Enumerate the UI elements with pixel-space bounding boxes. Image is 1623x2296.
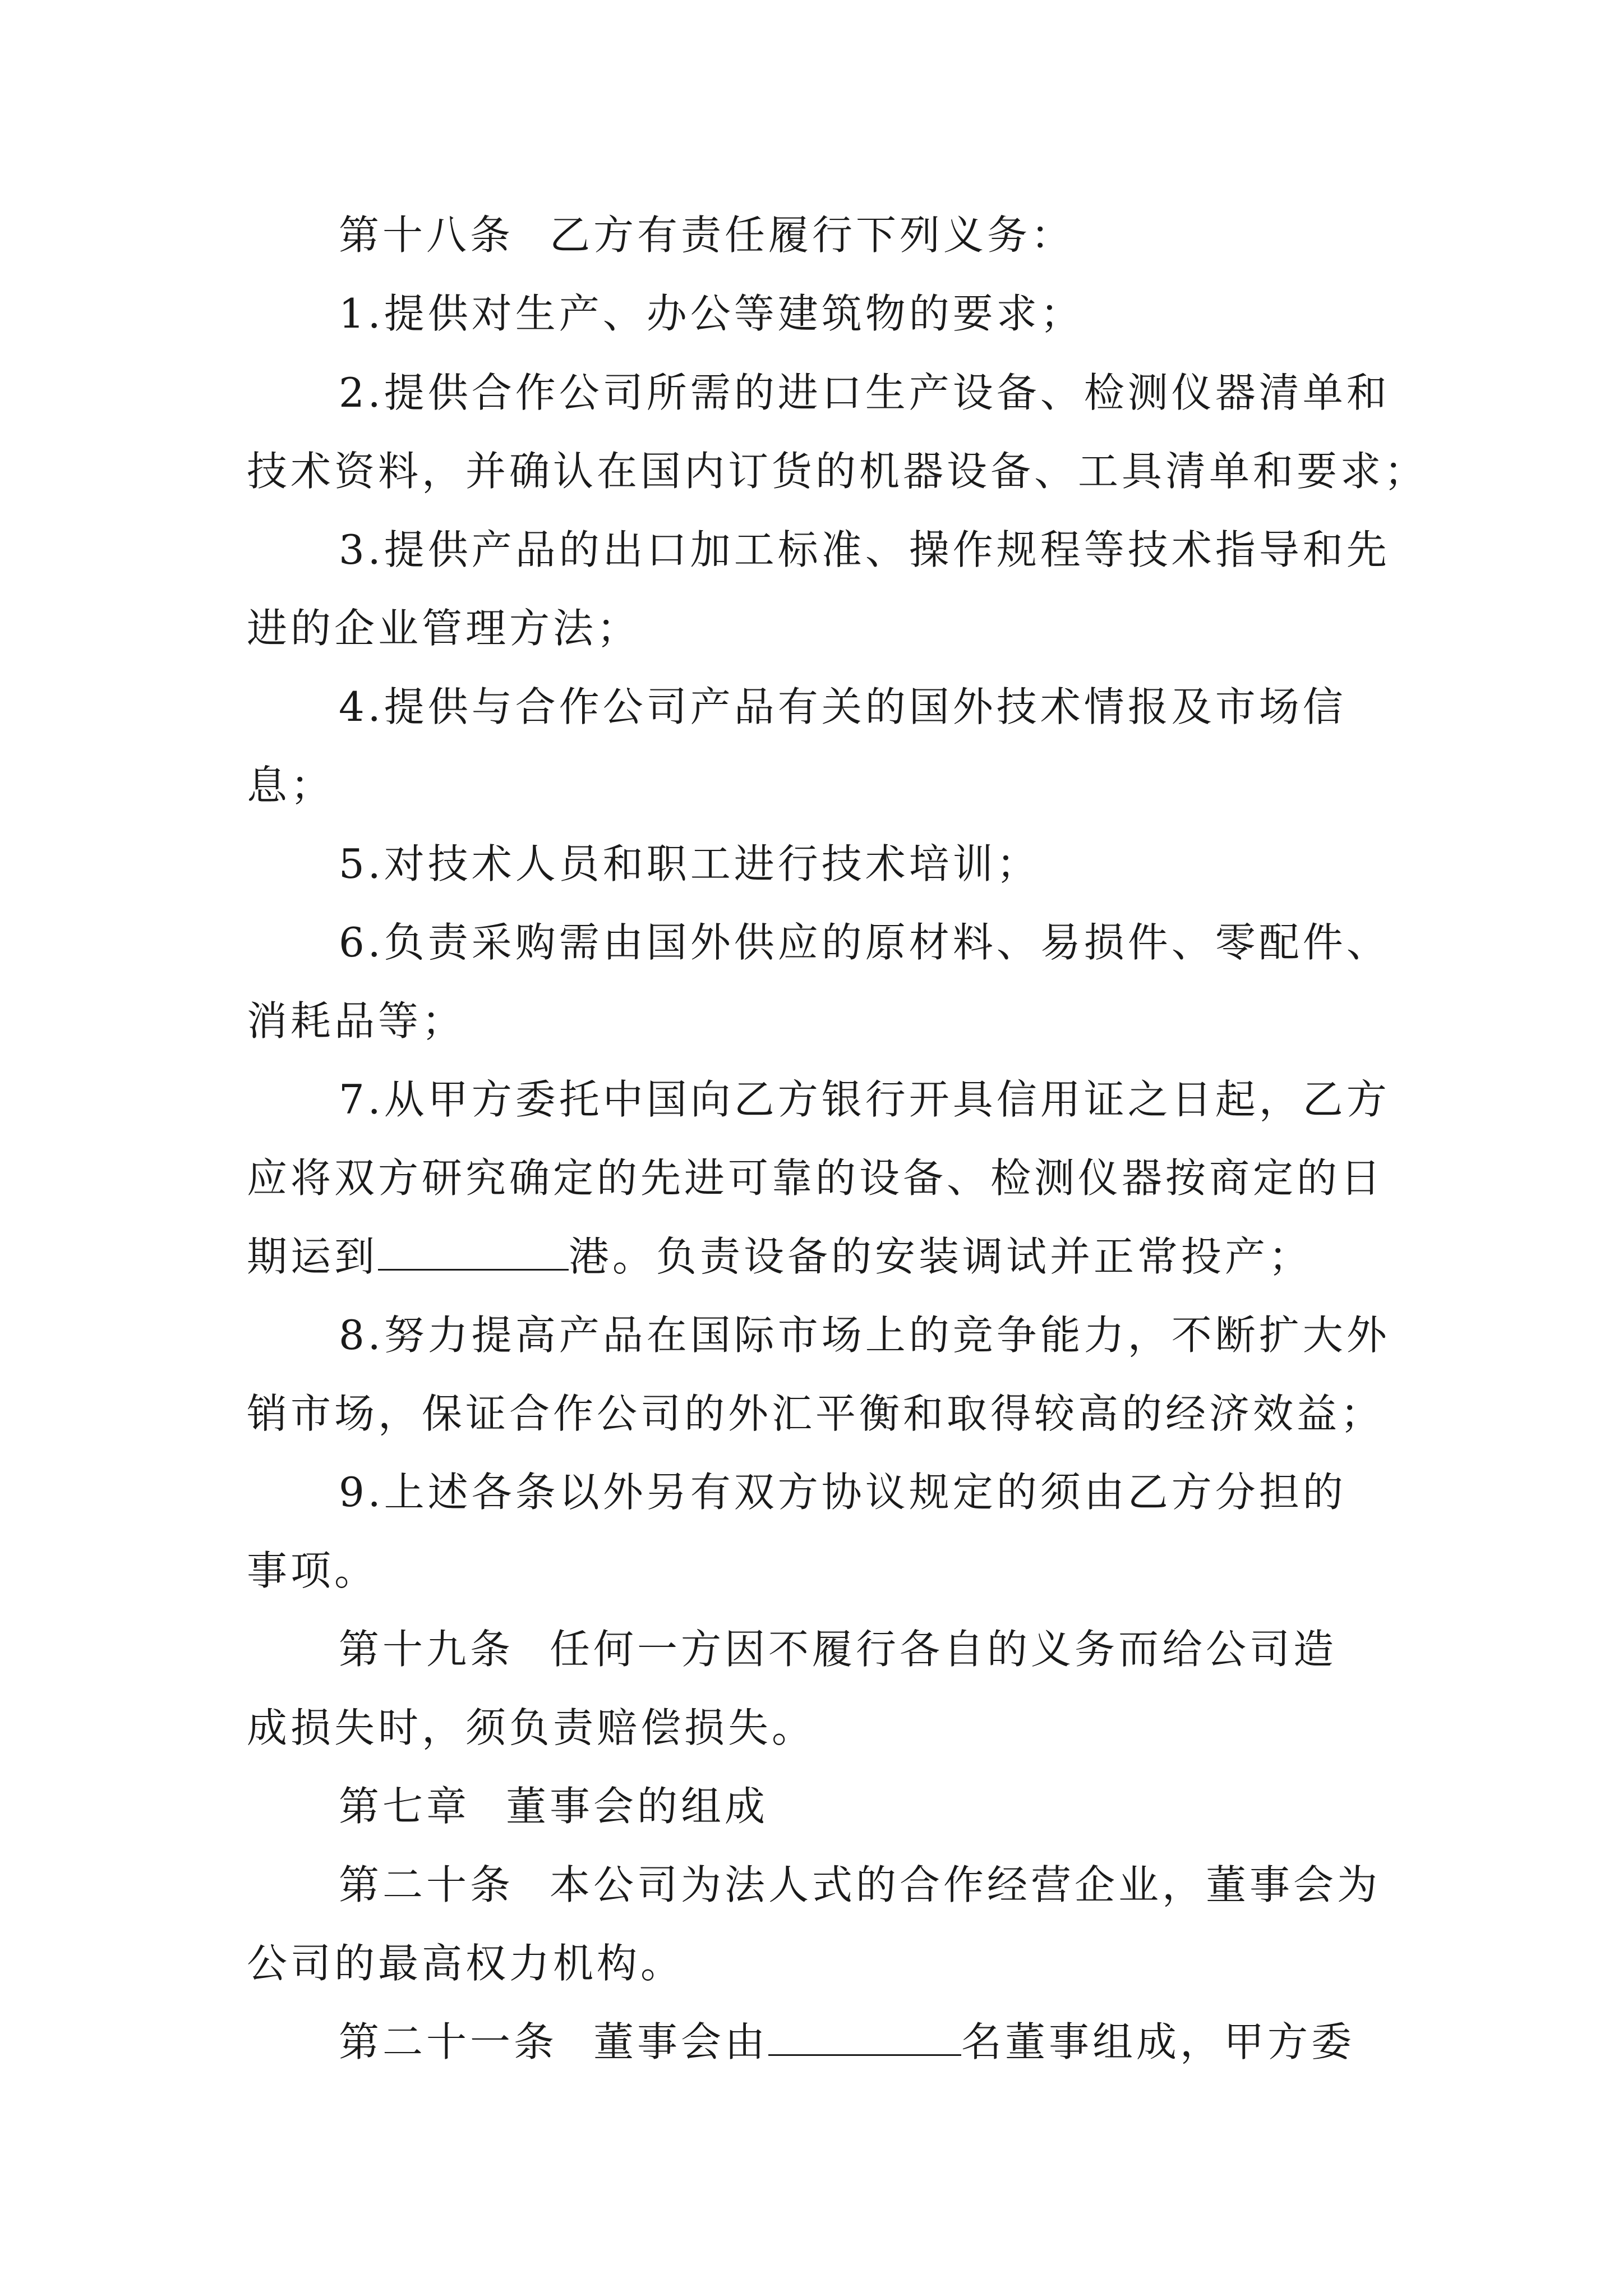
obligation-item-8 <box>339 1307 1390 1363</box>
paragraph-text: 5.对技术人员和职工进行技术培训； <box>339 840 1040 887</box>
director-count-blank <box>768 2019 961 2056</box>
obligation-item-4-cont <box>247 757 334 813</box>
obligation-item-7 <box>339 1071 1390 1128</box>
paragraph-text: 期运到 <box>247 1233 379 1280</box>
obligation-item-9-cont <box>247 1543 378 1599</box>
paragraph-text: 成损失时，须负责赔偿损失。 <box>247 1704 816 1751</box>
obligation-item-3-cont <box>247 600 640 656</box>
paragraph-text: 6.负责采购需由国外供应的原材料、易损件、零配件、 <box>339 919 1390 966</box>
chapter-7-heading <box>339 1778 768 1834</box>
paragraph-text: 消耗品等； <box>247 997 466 1045</box>
obligation-item-5 <box>339 836 1040 892</box>
obligation-item-3 <box>339 522 1390 578</box>
obligation-item-2-cont <box>247 443 1428 499</box>
obligation-item-4 <box>339 679 1347 735</box>
article-text: 任何一方因不履行各自的义务而给公司造 <box>550 1626 1338 1673</box>
port-name-blank <box>378 1234 569 1271</box>
article-18-heading <box>339 207 1075 263</box>
article-text: 本公司为法人式的合作经营企业，董事会为 <box>550 1861 1381 1908</box>
paragraph-text: 事项。 <box>247 1547 379 1594</box>
article-19-cont <box>247 1700 815 1756</box>
article-text: 名董事组成，甲方委 <box>961 2018 1355 2065</box>
article-number: 第十九条 <box>339 1626 514 1673</box>
paragraph-text: 公司的最高权力机构。 <box>247 1940 685 1987</box>
article-21 <box>339 2014 1355 2070</box>
chapter-number: 第七章 <box>339 1783 471 1830</box>
obligation-item-6 <box>339 914 1390 970</box>
article-number: 第十八条 <box>339 211 514 259</box>
paragraph-text: 息； <box>247 762 335 809</box>
paragraph-text: 9.上述各条以外另有双方协议规定的须由乙方分担的 <box>339 1469 1347 1516</box>
paragraph-text: 3.提供产品的出口加工标准、操作规程等技术指导和先 <box>339 526 1390 573</box>
paragraph-text: 8.努力提高产品在国际市场上的竞争能力，不断扩大外 <box>339 1312 1390 1359</box>
obligation-item-1 <box>339 286 1084 342</box>
obligation-item-7-cont2 <box>247 1228 1312 1285</box>
paragraph-text: 2.提供合作公司所需的进口生产设备、检测仪器清单和 <box>339 369 1390 416</box>
paragraph-text: 7.从甲方委托中国向乙方银行开具信用证之日起，乙方 <box>339 1076 1390 1123</box>
article-number: 第二十条 <box>339 1861 514 1908</box>
obligation-item-6-cont <box>247 993 465 1049</box>
obligation-item-7-cont <box>247 1150 1384 1206</box>
article-20-cont <box>247 1935 684 1991</box>
article-number: 第二十一条 <box>339 2018 558 2065</box>
paragraph-text: 进的企业管理方法； <box>247 605 641 652</box>
paragraph-text: 1.提供对生产、办公等建筑物的要求； <box>339 290 1084 337</box>
paragraph-text: 技术资料，并确认在国内订货的机器设备、工具清单和要求； <box>247 448 1428 495</box>
obligation-item-8-cont <box>247 1386 1384 1442</box>
article-text: 乙方有责任履行下列义务： <box>550 211 1075 259</box>
article-19 <box>339 1621 1337 1677</box>
obligation-item-9 <box>339 1464 1347 1520</box>
paragraph-text: 4.提供与合作公司产品有关的国外技术情报及市场信 <box>339 683 1347 730</box>
obligation-item-2 <box>339 365 1390 421</box>
chapter-title: 董事会的组成 <box>506 1783 769 1830</box>
article-text: 董事会由 <box>593 2018 769 2065</box>
article-20 <box>339 1857 1381 1913</box>
paragraph-text: 应将双方研究确定的先进可靠的设备、检测仪器按商定的日 <box>247 1154 1385 1202</box>
paragraph-text: 港。负责设备的安装调试并正常投产； <box>569 1233 1313 1280</box>
paragraph-text: 销市场，保证合作公司的外汇平衡和取得较高的经济效益； <box>247 1390 1385 1437</box>
